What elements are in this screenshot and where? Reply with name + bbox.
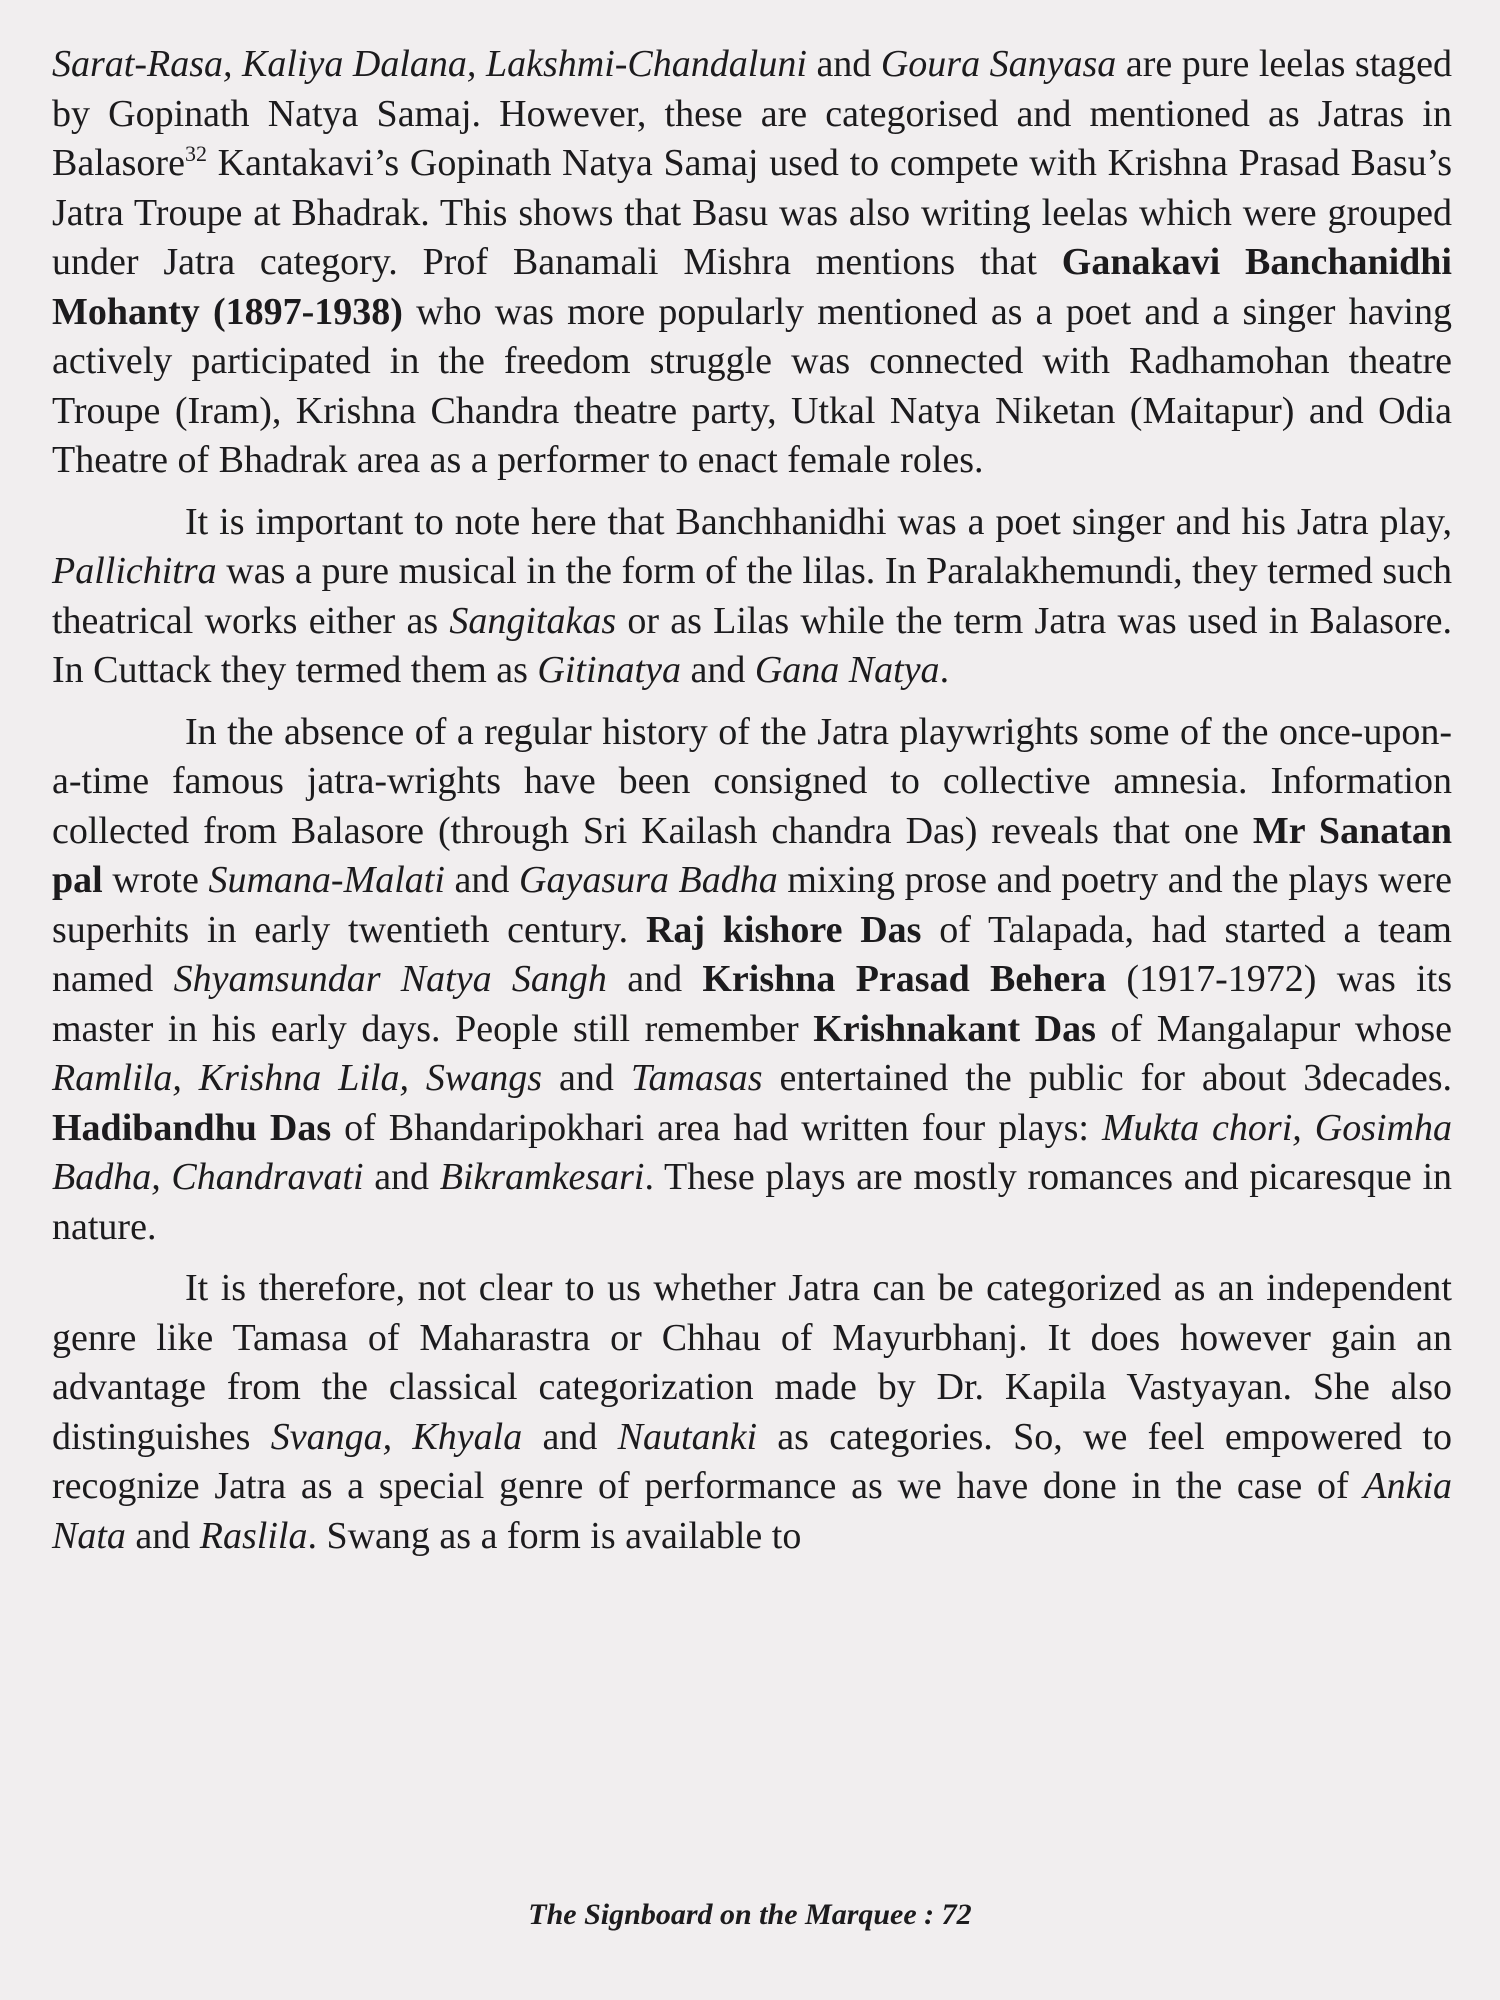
paragraph bbox=[52, 40, 1452, 486]
text-run: It is therefore, not clear to us whether Jatra can be categorized as an independent genre like Tamasa of Maharastra or Chhau of Mayurbhanj. It does however gain an advantage from the classical categorization made by Dr. Kapila Vastyayan. She also distinguishes bbox=[52, 1267, 1452, 1458]
text-run: Sarat-Rasa, Kaliya Dalana, Lakshmi-Chandaluni bbox=[52, 43, 807, 85]
text-run: In the absence of a regular history of the Jatra playwrights some of the once-upon-a-time famous jatra-wrights have been consigned to collective amnesia. Information collected from Balasore (through Sri Kailash chandra Das) reveals that one bbox=[52, 710, 1452, 852]
footnote-ref: 32 bbox=[184, 141, 207, 166]
paragraph bbox=[52, 708, 1452, 1253]
text-run: Mr Sanatan pal bbox=[52, 809, 1452, 901]
text-run: Sangitakas bbox=[449, 599, 617, 642]
text-run: and bbox=[444, 859, 520, 901]
text-run: Hadibandhu Das bbox=[52, 1106, 332, 1149]
text-run: Raj kishore Das bbox=[645, 908, 922, 951]
text-run: as categories. So, we feel empowered to recognize Jatra as a special genre of performance as we have done in the case of bbox=[52, 1415, 1452, 1507]
paragraph bbox=[52, 498, 1452, 696]
document-page bbox=[52, 40, 1452, 1561]
text-run: Sumana-Malati bbox=[208, 859, 445, 901]
text-run: Ramlila, Krishna Lila, Swangs bbox=[52, 1057, 543, 1099]
text-run: Tamasas bbox=[630, 1057, 763, 1099]
text-run: and bbox=[363, 1156, 440, 1198]
text-run: It is important to note here that Banchhanidhi was a poet singer and his Jatra play, bbox=[185, 500, 1452, 543]
text-run: Kantakavi’s Gopinath Natya Samaj used to compete with Krishna Prasad Basu’s Jatra Troupe at Bhadrak. This shows that Basu was also writing leelas which were grouped under Jatra category. Prof Banamali Mishra mentions that bbox=[52, 142, 1452, 283]
text-run: of Bhandaripokhari area had written four plays: bbox=[331, 1106, 1102, 1149]
text-run: Nautanki bbox=[617, 1415, 757, 1458]
body-text bbox=[52, 40, 1452, 1561]
text-run: and bbox=[606, 958, 703, 1000]
text-run: who was more popularly mentioned as a poet and a singer having actively participated in the freedom struggle was connected with Radhamohan theatre Troupe (Iram), Krishna Chandra theatre party, Utkal Natya Niketan (Maitapur) and Odia Theatre of Bhadrak area as a performer to enact female roles. bbox=[52, 290, 1452, 481]
text-run: are pure leelas staged by Gopinath Natya Samaj. However, these are categorised and mentioned as Jatras in Balasore bbox=[52, 43, 1452, 184]
page-footer: The Signboard on the Marquee : 72 bbox=[528, 1898, 972, 1931]
text-run: and bbox=[522, 1415, 618, 1458]
text-run: Shyamsundar Natya Sangh bbox=[173, 958, 607, 1000]
text-run: Gayasura Badha bbox=[519, 859, 778, 901]
text-run: Goura Sanyasa bbox=[880, 43, 1117, 85]
text-run: (1917-1972) was its master in his early days. People still remember bbox=[52, 958, 1452, 1050]
text-run: . bbox=[939, 649, 950, 691]
text-run: Ankia Nata bbox=[52, 1465, 1452, 1557]
text-run: mixing prose and poetry and the plays were superhits in early twentieth century. bbox=[52, 859, 1452, 951]
text-run: of Mangalapur whose bbox=[1095, 1007, 1452, 1050]
text-run: wrote bbox=[102, 859, 209, 901]
text-run: Pallichitra bbox=[52, 550, 217, 592]
text-run: Raslila bbox=[199, 1514, 308, 1557]
paragraph bbox=[52, 1264, 1452, 1561]
text-run: Bikramkesari bbox=[439, 1156, 645, 1198]
text-run: or as Lilas while the term Jatra was used in Balasore. In Cuttack they termed them as bbox=[52, 599, 1452, 691]
text-run: and bbox=[125, 1514, 200, 1557]
text-run: and bbox=[806, 43, 881, 85]
text-run: Gitinatya bbox=[537, 649, 681, 691]
text-run: and bbox=[542, 1057, 631, 1099]
text-run: Svanga, Khyala bbox=[270, 1415, 523, 1458]
text-run: Gana Natya bbox=[754, 649, 940, 691]
text-run: . These plays are mostly romances and picaresque in nature. bbox=[52, 1156, 1453, 1248]
text-run: entertained the public for about 3decades. bbox=[762, 1057, 1452, 1099]
text-run: and bbox=[680, 649, 755, 691]
text-run: Krishnakant Das bbox=[813, 1007, 1096, 1050]
text-run: Ganakavi Banchanidhi Mohanty (1897-1938) bbox=[52, 241, 1452, 333]
text-run: was a pure musical in the form of the lilas. In Paralakhemundi, they termed such theatrical works either as bbox=[52, 550, 1452, 642]
text-run: of Talapada, had started a team named bbox=[52, 908, 1452, 1000]
text-run: . Swang as a form is available to bbox=[307, 1514, 802, 1557]
text-run: Mukta chori, Gosimha Badha, Chandravati bbox=[52, 1106, 1452, 1198]
text-run: Krishna Prasad Behera bbox=[702, 958, 1107, 1000]
